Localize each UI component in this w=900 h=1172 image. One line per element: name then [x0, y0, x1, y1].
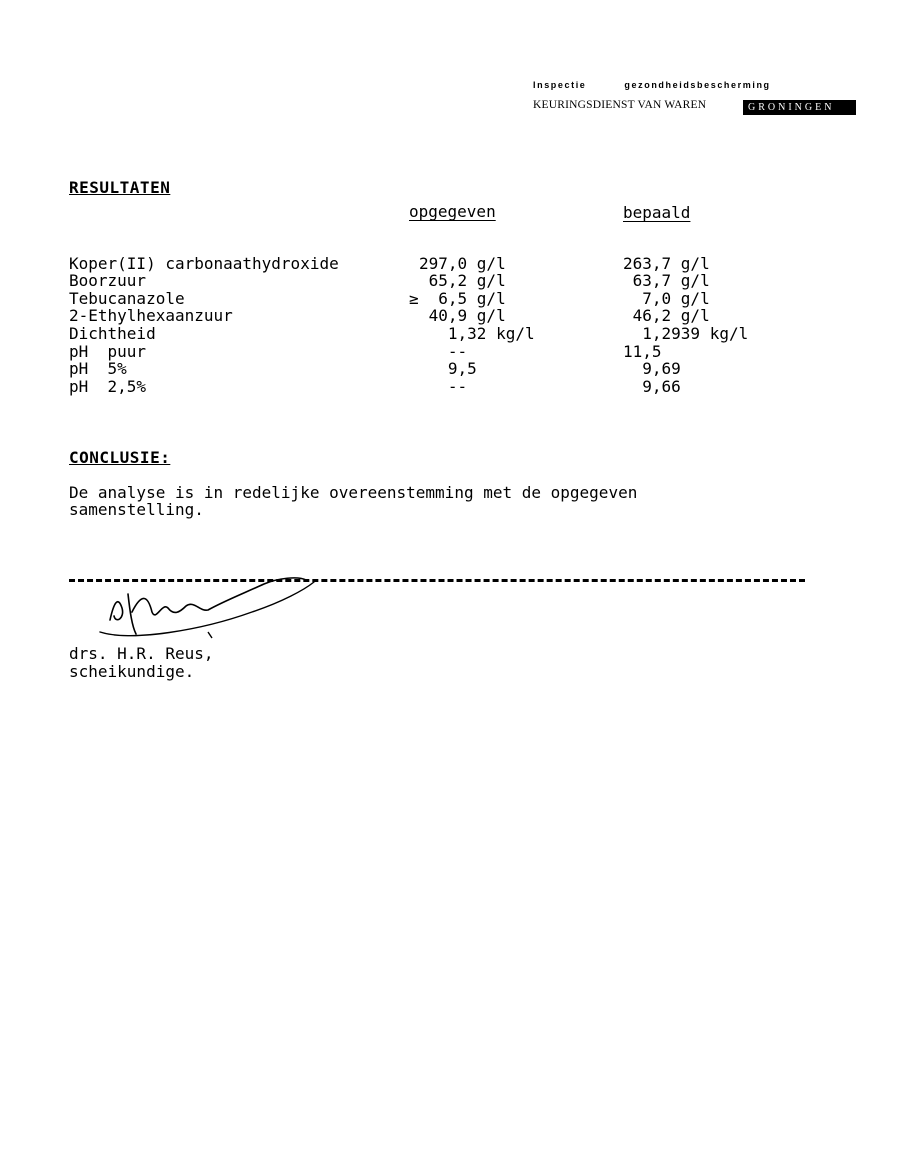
handwritten-signature — [92, 572, 322, 644]
letterhead-gezondheidsbescherming: gezondheidsbescherming — [624, 80, 771, 90]
letterhead-inspectie: Inspectie — [533, 80, 587, 90]
row-name: pH 5% — [69, 359, 127, 378]
row-bepaald: 11,5 — [623, 342, 662, 361]
row-name: Boorzuur — [69, 271, 147, 290]
letterhead-organization — [533, 80, 863, 90]
letterhead-city: GRONINGEN — [743, 100, 856, 115]
column-header-bepaald: bepaald — [623, 203, 691, 222]
row-opgegeven: 65,2 g/l — [419, 271, 506, 290]
row-name: Dichtheid — [69, 324, 156, 343]
letterhead-keuringsdienst: KEURINGSDIENST VAN WAREN — [533, 99, 707, 111]
table-row — [0, 271, 900, 289]
table-row — [0, 342, 900, 360]
row-bepaald: 9,69 — [623, 359, 681, 378]
conclusion-line: samenstelling. — [69, 500, 204, 519]
signer-role: scheikundige. — [69, 662, 195, 681]
row-opgegeven: 40,9 g/l — [419, 306, 506, 325]
table-row — [0, 359, 900, 377]
table-row — [0, 377, 900, 395]
table-row — [0, 254, 900, 272]
row-opgegeven: 297,0 g/l — [419, 254, 506, 273]
row-bepaald: 1,2939 kg/l — [623, 324, 749, 343]
row-name: 2-Ethylhexaanzuur — [69, 306, 233, 325]
results-title: RESULTATEN — [69, 178, 171, 197]
row-opgegeven: -- — [419, 377, 468, 396]
row-bepaald: 63,7 g/l — [623, 271, 710, 290]
row-name: pH puur — [69, 342, 147, 361]
row-bepaald: 263,7 g/l — [623, 254, 710, 273]
conclusion-text — [69, 484, 769, 518]
table-row — [0, 289, 900, 307]
conclusion-line: De analyse is in redelijke overeenstemming met de opgegeven — [69, 483, 638, 502]
row-opgegeven: 1,32 kg/l — [419, 324, 535, 343]
row-opgegeven: 9,5 — [419, 359, 477, 378]
row-qualifier: ≥ — [409, 289, 419, 308]
table-row — [0, 306, 900, 324]
row-name: Tebucanazole — [69, 289, 185, 308]
signer-block — [69, 645, 214, 681]
row-name: Koper(II) carbonaathydroxide — [69, 254, 339, 273]
conclusion-title: CONCLUSIE: — [69, 448, 171, 467]
signer-name: drs. H.R. Reus, — [69, 644, 214, 663]
row-bepaald: 46,2 g/l — [623, 306, 710, 325]
row-bepaald: 9,66 — [623, 377, 681, 396]
column-header-opgegeven: opgegeven — [409, 202, 496, 221]
row-opgegeven: 6,5 g/l — [419, 289, 506, 308]
row-opgegeven: -- — [419, 342, 468, 361]
row-bepaald: 7,0 g/l — [623, 289, 710, 308]
table-row — [0, 324, 900, 342]
row-name: pH 2,5% — [69, 377, 147, 396]
